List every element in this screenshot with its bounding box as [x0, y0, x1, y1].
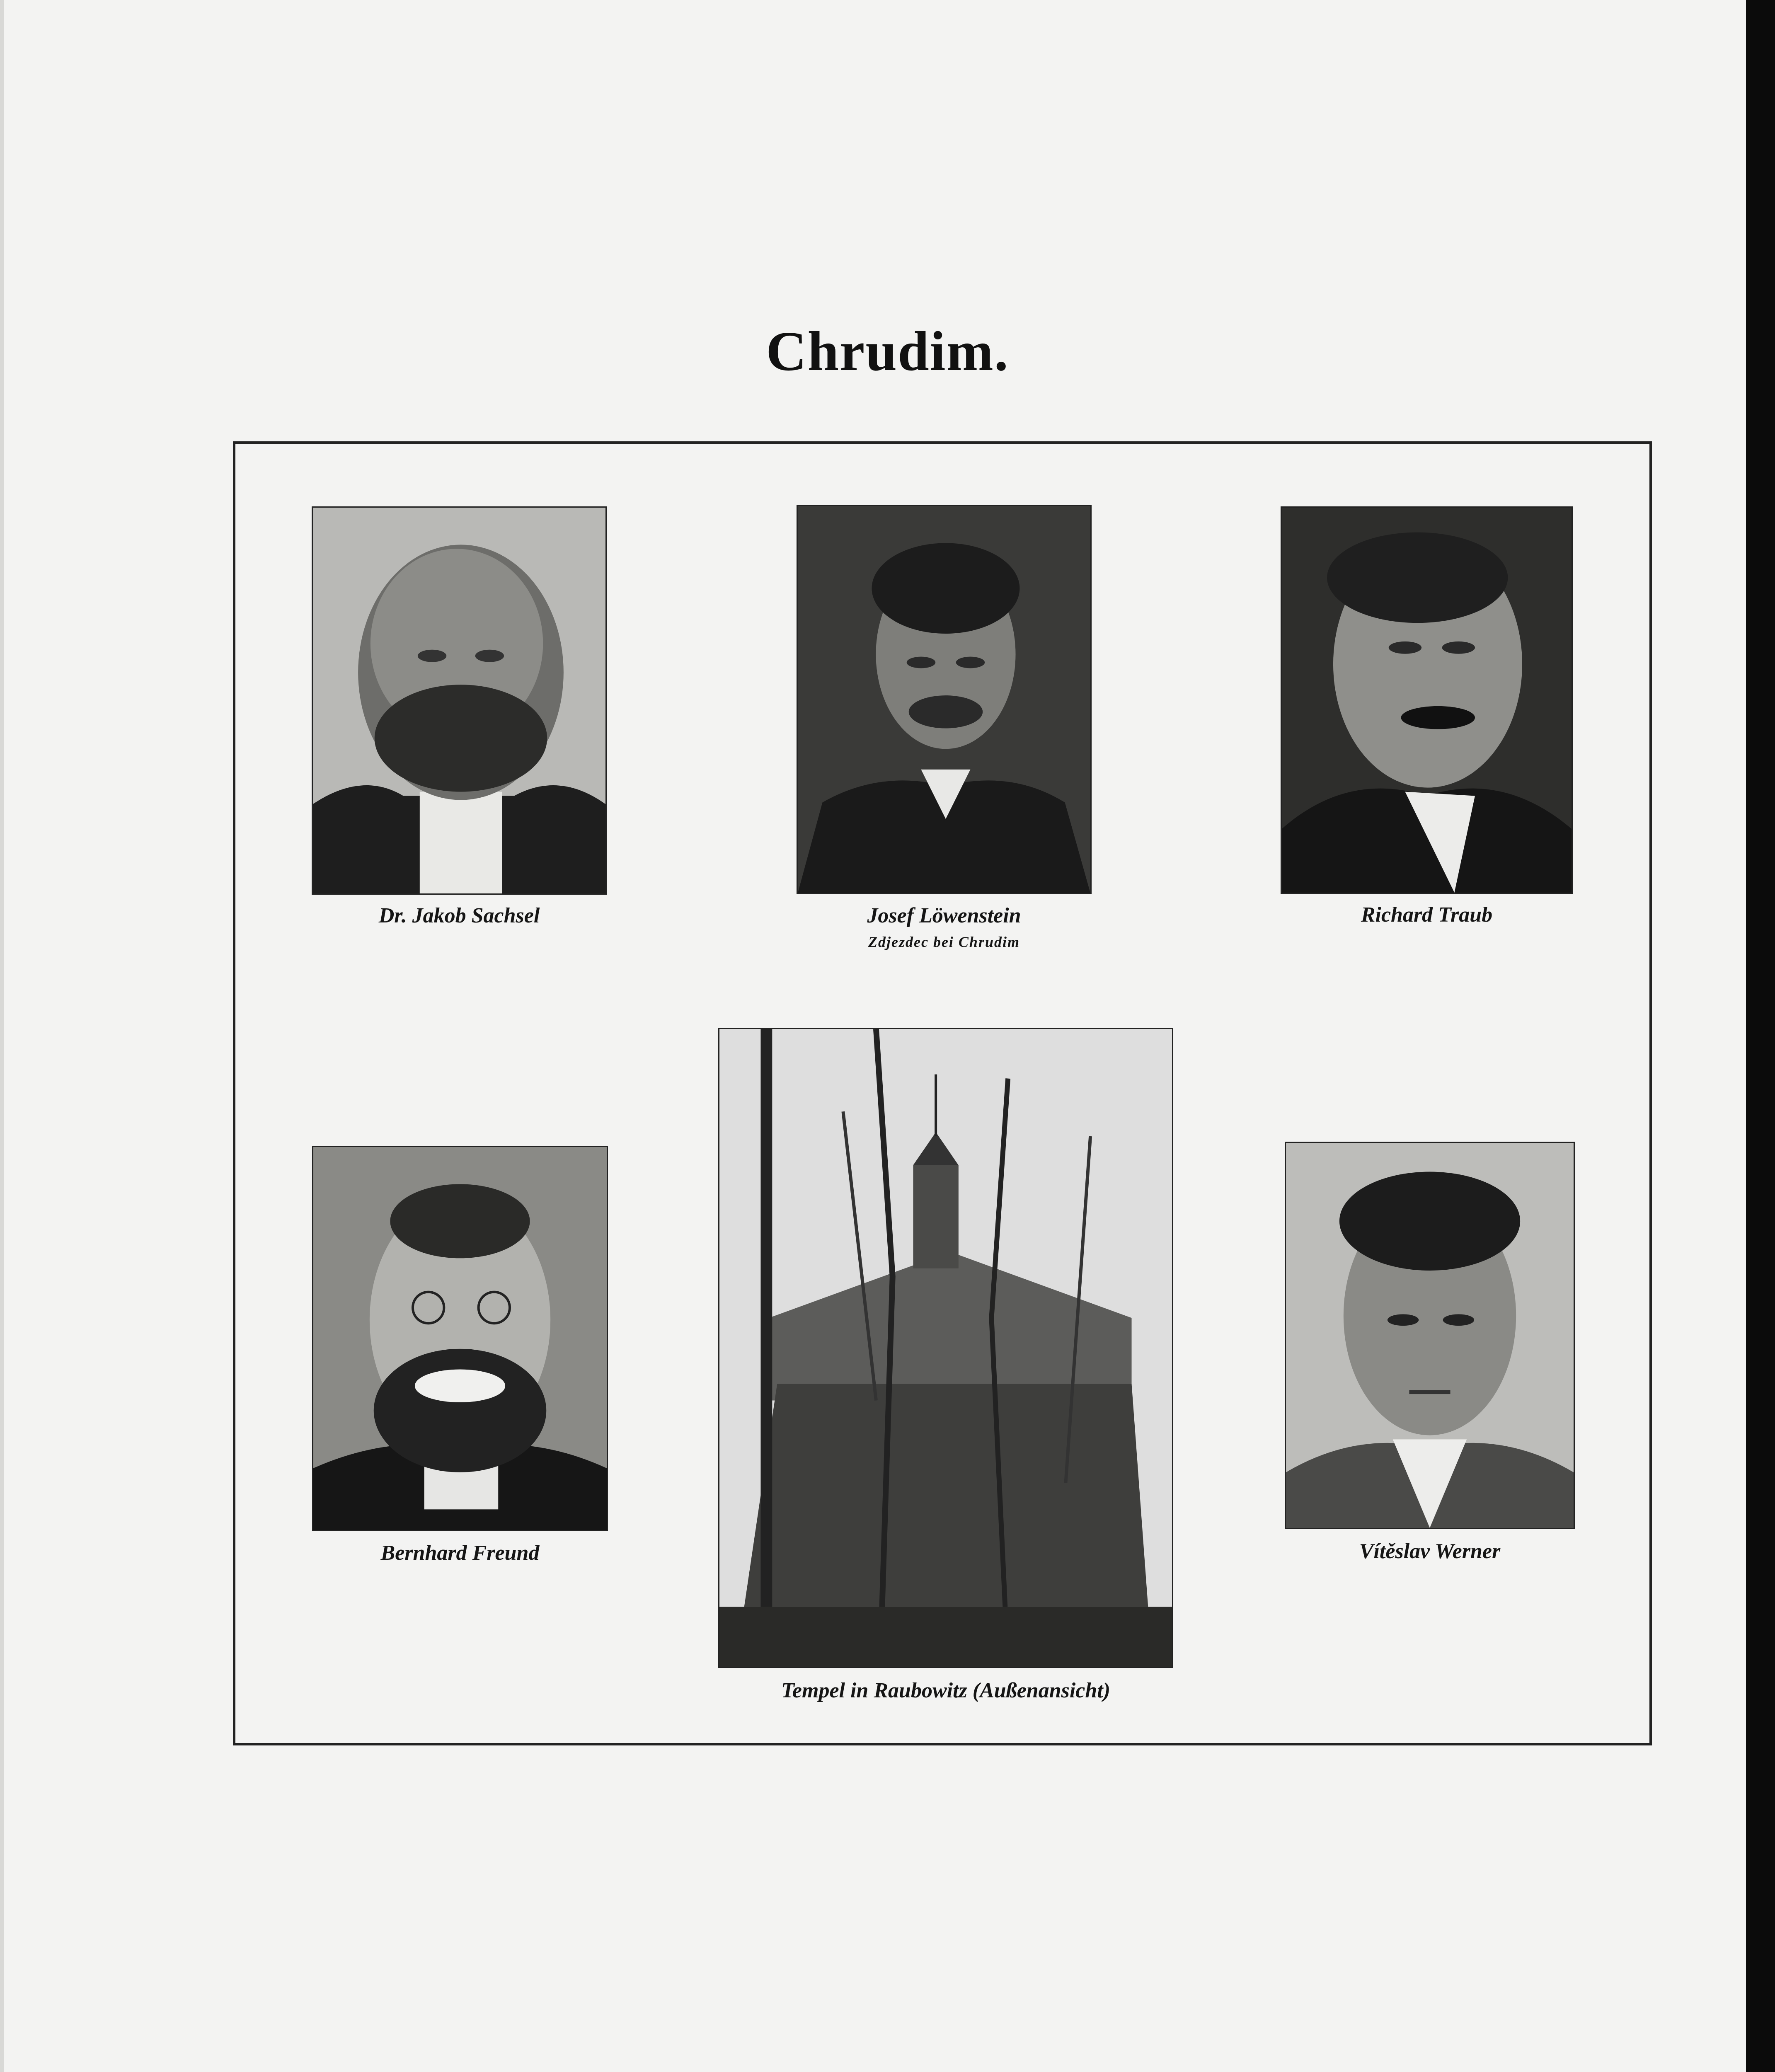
- caption-sachsel: Dr. Jakob Sachsel: [378, 904, 540, 927]
- caption-traub: Richard Traub: [1361, 903, 1493, 927]
- caption-loewenstein: Josef Löwenstein: [867, 904, 1021, 927]
- temple-photo-raubowitz: [718, 1028, 1173, 1668]
- page-edge-left: [0, 0, 4, 2072]
- scan-border-right: [1746, 0, 1775, 2072]
- portrait-photo-loewenstein: [797, 505, 1092, 894]
- portrait-photo-traub: [1281, 506, 1573, 894]
- portrait-photo-sachsel: [312, 506, 607, 895]
- caption-werner: Vítěslav Werner: [1359, 1539, 1501, 1563]
- portrait-photo-freund: [312, 1146, 608, 1531]
- portrait-photo-werner: [1285, 1142, 1575, 1529]
- caption-temple: Tempel in Raubowitz (Außenansicht): [781, 1679, 1111, 1702]
- page-title: Chrudim.: [766, 320, 1009, 382]
- subcaption-loewenstein: Zdjezdec bei Chrudim: [868, 934, 1020, 950]
- caption-freund: Bernhard Freund: [380, 1541, 540, 1565]
